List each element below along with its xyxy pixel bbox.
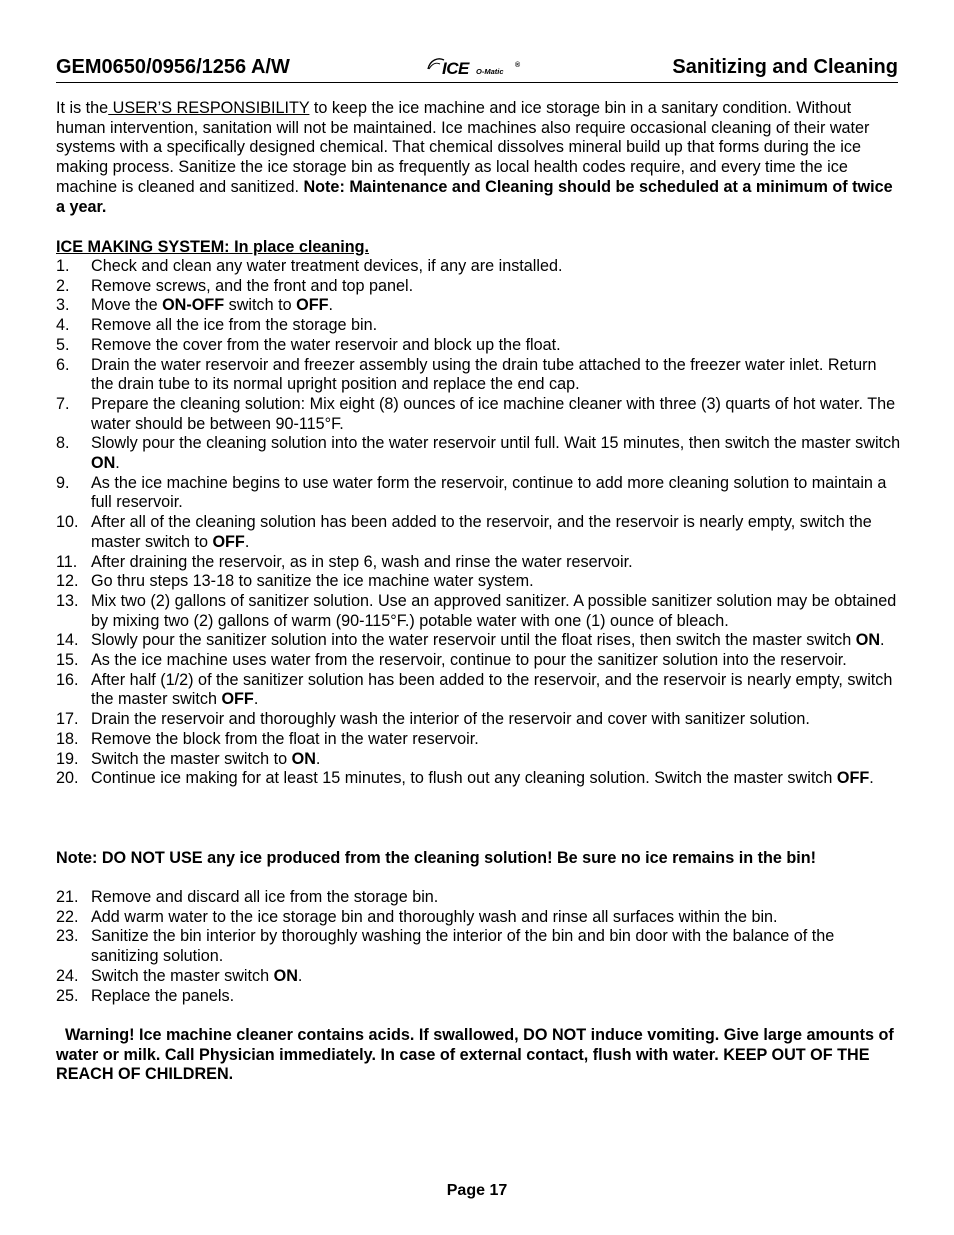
- list-item: [56, 730, 902, 750]
- step-text: Continue ice making for at least 15 minutes, to flush out any cleaning solution. Switch the master switch: [91, 769, 837, 788]
- step-number: 19.: [56, 749, 79, 768]
- step-number: 8.: [56, 434, 70, 453]
- list-item: [56, 395, 902, 434]
- step-bold-text: ON-OFF: [162, 296, 225, 315]
- list-item: [56, 592, 902, 631]
- list-item: [56, 750, 902, 770]
- step-text: Mix two (2) gallons of sanitizer solution. Use an approved sanitizer. A possible sanitizer solution may be obtained by mixing two (2) gallons of warm (90-115°F.) potable water with one (1) ounce of bleach.: [91, 591, 897, 630]
- page-header: [56, 56, 898, 83]
- step-text: Sanitize the bin interior by thoroughly washing the interior of the bin and bin door with the balance of the sanitizing solution.: [91, 927, 835, 966]
- step-bold-text: OFF: [296, 296, 329, 315]
- intro-lead: It is the: [56, 99, 109, 117]
- cleaning-steps-list: [56, 257, 902, 789]
- warning-text: [56, 1026, 902, 1085]
- page-number: Page 17: [446, 1182, 508, 1199]
- step-text: After draining the reservoir, as in step 6, wash and rinse the water reservoir.: [91, 552, 633, 571]
- step-number: 1.: [56, 257, 70, 275]
- step-number: 22.: [56, 907, 79, 926]
- step-number: 25.: [56, 986, 79, 1005]
- step-text: Slowly pour the sanitizer solution into the water reservoir until the float rises, then switch the master switch: [91, 631, 856, 650]
- step-text: .: [244, 532, 250, 551]
- step-text: After half (1/2) of the sanitizer solution has been added to the reservoir, and the reservoir is nearly empty, switch the master switch: [91, 670, 893, 709]
- step-text: Drain the water reservoir and freezer assembly using the drain tube attached to the freezer water inlet. Return the drain tube to its normal upright position and replace the end cap.: [91, 355, 877, 394]
- step-text: switch to: [224, 296, 297, 315]
- list-item: [56, 257, 902, 277]
- step-text: .: [880, 631, 885, 650]
- step-number: 13.: [56, 591, 79, 610]
- list-item: [56, 572, 902, 592]
- intro-body: to keep the ice machine and ice storage bin in a sanitary condition. Without human intervention, sanitation will not be maintained. Ice machines also require occasional cleaning of their water systems with a specifically designed chemical. That chemical dissolves mineral build up that forms during the ice making process. Sanitize the ice storage bin as frequently as local health codes require, and every time the ice machine is cleaned and sanitized.: [56, 99, 870, 196]
- step-text: .: [115, 454, 120, 473]
- step-number: 16.: [56, 670, 79, 689]
- list-item: [56, 277, 902, 297]
- list-item: [56, 908, 902, 928]
- step-number: 10.: [56, 513, 79, 532]
- step-text: Drain the reservoir and thoroughly wash the interior of the reservoir and cover with sanitizer solution.: [91, 710, 810, 729]
- step-text: As the ice machine begins to use water form the reservoir, continue to add more cleaning solution to maintain a full reservoir.: [91, 473, 887, 512]
- list-item: [56, 927, 902, 966]
- logo-text: ICE: [442, 59, 469, 78]
- step-number: 11.: [56, 552, 78, 571]
- list-item: [56, 967, 902, 987]
- step-bold-text: OFF: [836, 769, 870, 788]
- warning-body: Warning! Ice machine cleaner contains acids. If swallowed, DO NOT induce vomiting. Give large amounts of water or milk. Call Physician immediately. In case of external contact, flush with water. KEEP OUT OF THE REACH OF CHILDREN.: [56, 1026, 894, 1084]
- step-text: Check and clean any water treatment devices, if any are installed.: [91, 257, 563, 275]
- step-number: 18.: [56, 729, 79, 748]
- step-bold-text: OFF: [212, 532, 245, 551]
- step-number: 3.: [56, 296, 70, 315]
- list-item: [56, 769, 902, 789]
- step-number: 6.: [56, 355, 70, 374]
- step-text: Remove all the ice from the storage bin.: [91, 316, 378, 335]
- step-text: Remove the block from the float in the water reservoir.: [91, 729, 479, 748]
- list-item: [56, 316, 902, 336]
- model-number: GEM0650/0956/1256 A/W: [56, 56, 290, 78]
- step-number: 7.: [56, 394, 70, 413]
- page-title: Sanitizing and Cleaning: [672, 56, 898, 78]
- step-text: .: [315, 749, 321, 768]
- logo-subtext: O-Matic: [476, 67, 504, 76]
- step-number: 9.: [56, 473, 70, 492]
- list-item: [56, 336, 902, 356]
- step-text: Replace the panels.: [91, 986, 235, 1005]
- list-item: [56, 434, 902, 473]
- list-item: [56, 296, 902, 316]
- ice-o-matic-logo: [426, 56, 536, 80]
- step-number: 23.: [56, 927, 79, 946]
- list-item: [56, 474, 902, 513]
- step-bold-text: ON: [291, 749, 316, 768]
- step-text: After all of the cleaning solution has been added to the reservoir, and the reservoir is nearly empty, switch the master switch to: [91, 513, 872, 551]
- step-number: 14.: [56, 631, 79, 650]
- list-item: [56, 513, 902, 552]
- list-item: [56, 671, 902, 710]
- step-text: .: [253, 690, 259, 709]
- bin-steps-list: [56, 888, 902, 1006]
- maintenance-note: Note: Maintenance and Cleaning should be scheduled at a minimum of twice a year.: [56, 177, 893, 216]
- step-number: 17.: [56, 710, 79, 729]
- step-text: .: [328, 296, 333, 315]
- step-text: Move the: [91, 296, 163, 315]
- step-text: Remove the cover from the water reservoir and block up the float.: [91, 335, 561, 354]
- step-number: 4.: [56, 316, 70, 335]
- step-bold-text: ON: [273, 966, 298, 985]
- step-text: .: [297, 966, 303, 985]
- step-bold-text: ON: [855, 631, 881, 650]
- step-text: Remove screws, and the front and top panel.: [91, 276, 414, 295]
- step-number: 12.: [56, 572, 79, 591]
- section-title: ICE MAKING SYSTEM: In place cleaning.: [56, 238, 370, 256]
- list-item: [56, 710, 902, 730]
- step-number: 2.: [56, 276, 70, 295]
- list-item: [56, 651, 902, 671]
- users-responsibility: USER’S RESPONSIBILITY: [108, 99, 310, 117]
- registered-mark: ®: [515, 62, 521, 69]
- step-text: Go thru steps 13-18 to sanitize the ice machine water system.: [91, 572, 534, 591]
- step-text: Remove and discard all ice from the storage bin.: [91, 888, 439, 906]
- step-number: 15.: [56, 651, 79, 670]
- step-text: Switch the master switch to: [91, 749, 292, 768]
- step-text: .: [869, 769, 874, 788]
- step-text: Switch the master switch: [91, 966, 274, 985]
- cleaning-note: Note: DO NOT USE any ice produced from the cleaning solution! Be sure no ice remains in the bin!: [56, 849, 817, 867]
- step-number: 5.: [56, 335, 70, 354]
- step-text: Add warm water to the ice storage bin and thoroughly wash and rinse all surfaces within the bin.: [91, 907, 778, 926]
- list-item: [56, 631, 902, 651]
- step-text: Prepare the cleaning solution: Mix eight (8) ounces of ice machine cleaner with three (3) quarts of hot water. The water should be between 90-115°F.: [91, 394, 896, 433]
- step-text: Slowly pour the cleaning solution into the water reservoir until full. Wait 15 minutes, then switch the master switch: [91, 434, 901, 453]
- list-item: [56, 987, 902, 1007]
- list-item: [56, 888, 902, 908]
- step-number: 24.: [56, 966, 79, 985]
- step-text: As the ice machine uses water from the reservoir, continue to pour the sanitizer solution into the reservoir.: [91, 651, 847, 670]
- step-bold-text: ON: [91, 454, 116, 473]
- list-item: [56, 553, 902, 573]
- step-bold-text: OFF: [221, 690, 254, 709]
- step-number: 20.: [56, 769, 79, 788]
- intro-paragraph: [56, 99, 902, 217]
- step-number: 21.: [56, 888, 79, 906]
- list-item: [56, 356, 902, 395]
